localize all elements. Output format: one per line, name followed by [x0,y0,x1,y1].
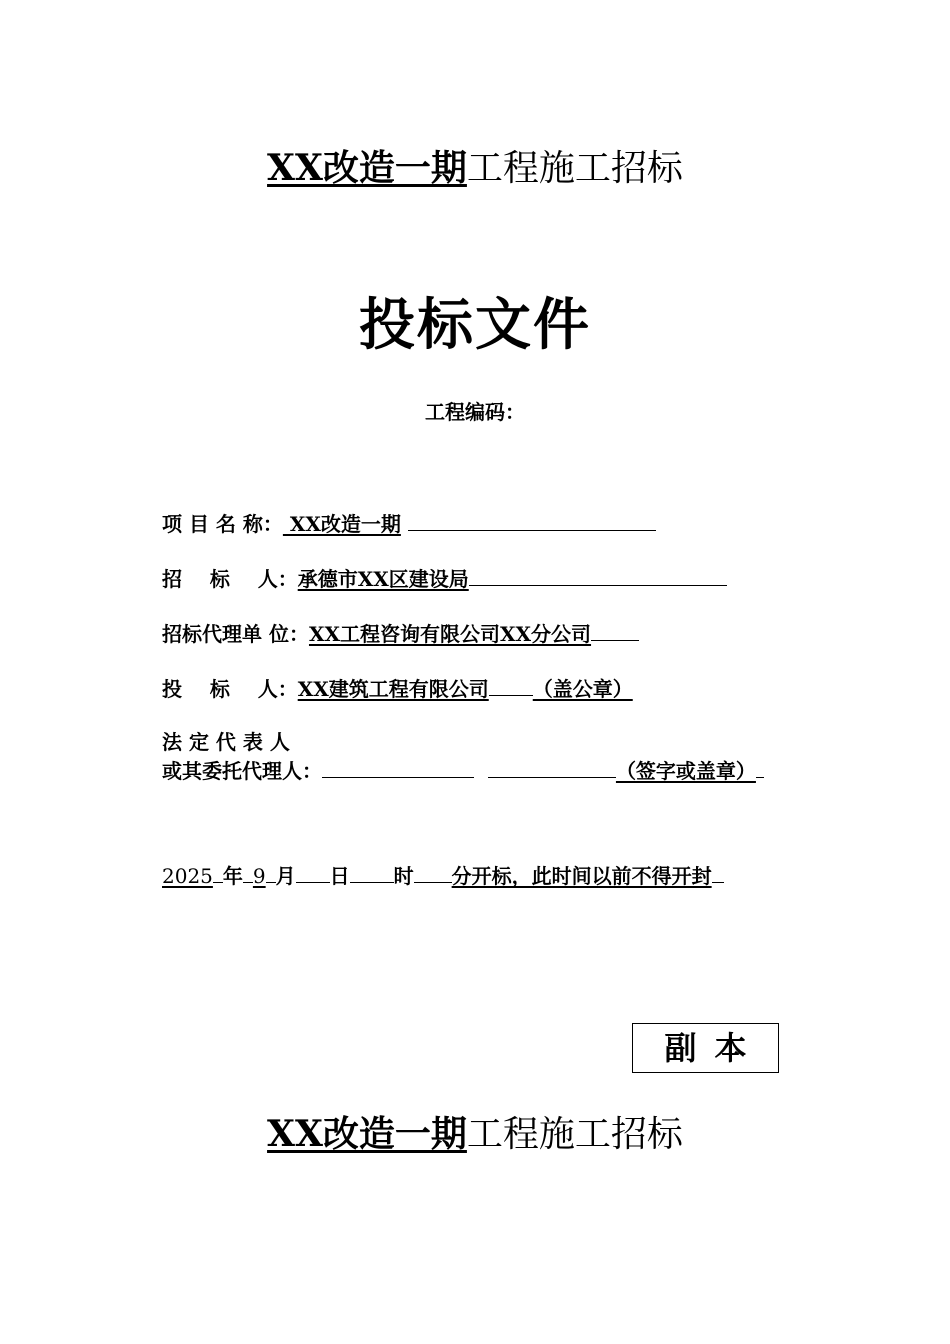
field-legal-rep [162,757,764,784]
field-value: XX工程咨询有限公司XX分公司 [308,622,592,646]
blank-line [591,620,639,641]
date-year-unit: 年 [222,864,243,888]
blank-line [712,862,724,883]
doc-title: 投标文件 [359,292,591,358]
field-suffix: （签字或盖章） [615,759,756,783]
field-legal-rep-line1: 法 定 代 表 人 [162,730,290,754]
field-value: 承德市XX区建设局 [297,567,469,591]
field-value: XX建筑工程有限公司 [297,677,489,701]
field-agency [162,620,639,647]
date-month-unit: 月 [275,864,296,888]
date-hour-unit: 时 [393,864,414,888]
blank-line [408,510,656,531]
date-year: 2025 [162,864,213,888]
project-code-label: 工程编码： [425,400,525,424]
header-title-rest: 工程施工招标 [466,148,683,189]
date-month: 9 [252,864,266,888]
field-suffix: （盖公章） [532,677,633,701]
signature-line-2 [488,757,616,778]
copy-label-box: 副本 [632,1023,779,1073]
header-title [0,146,950,191]
field-label: 或其委托代理人： [162,759,322,783]
signature-line [322,757,474,778]
footer-title-project: XX改造一期 [267,1113,467,1155]
field-bidder [162,675,633,702]
header-title-project: XX改造一期 [267,147,467,189]
field-tenderer [162,565,727,592]
field-label: 投 标 人： [162,677,298,701]
blank-line [489,675,533,696]
footer-title-rest: 工程施工招标 [466,1114,683,1155]
blank-line [756,757,764,778]
date-tail: 分开标，此时间以前不得开封 [451,864,712,888]
field-label: 招 标 人： [162,567,298,591]
footer-title [0,1112,950,1157]
blank-line [296,862,330,883]
field-value: XX改造一期 [282,512,401,536]
blank-line [469,565,727,586]
field-label: 项 目 名 称： [162,512,283,536]
bid-opening-date [162,862,724,889]
blank-line [266,862,276,883]
blank-line [213,862,223,883]
blank-line [414,862,452,883]
date-day-unit: 日 [329,864,350,888]
blank-line [243,862,253,883]
blank-line [350,862,394,883]
field-project-name [162,510,656,537]
field-label: 招标代理单 位： [162,622,309,646]
